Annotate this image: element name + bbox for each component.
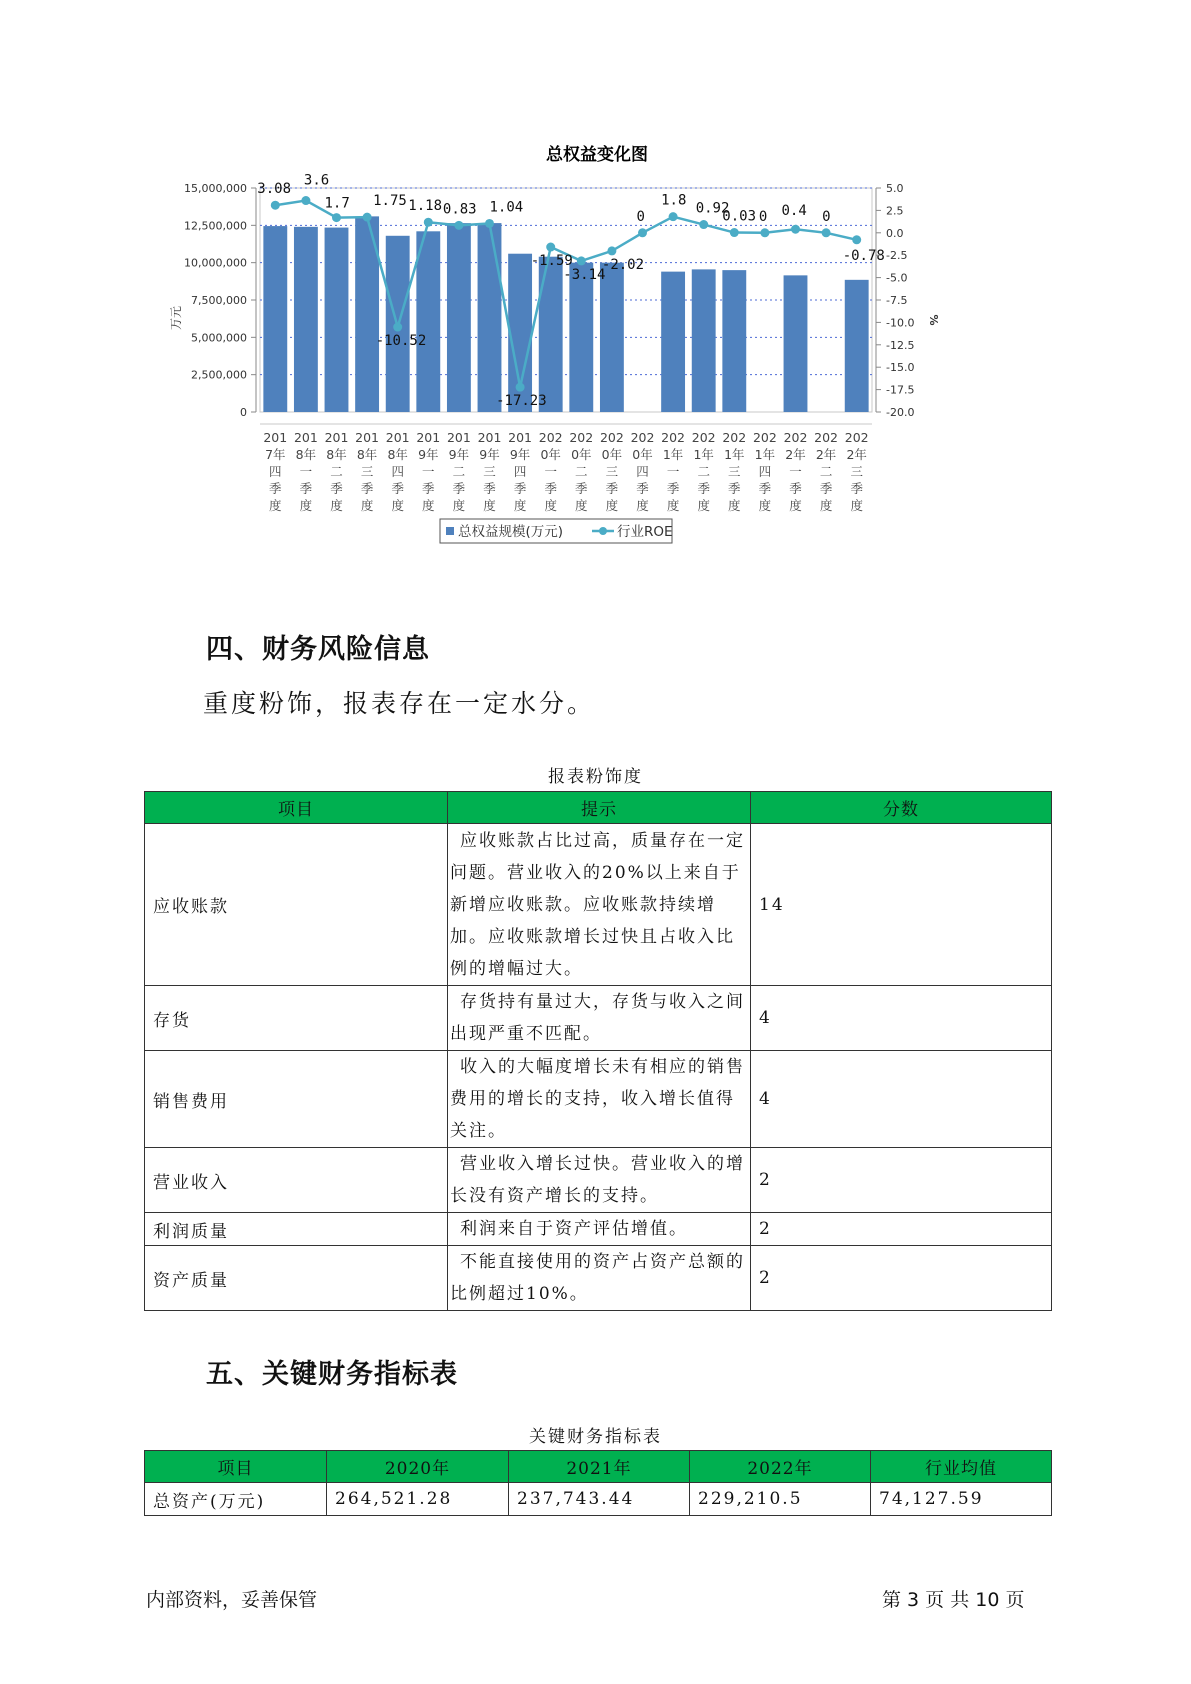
row-item: 总资产(万元) (145, 1483, 327, 1516)
left-axis-tick-label: 2,500,000 (191, 368, 247, 382)
roe-data-label: -3.14 (563, 266, 606, 283)
right-axis-tick-label: -5.0 (886, 271, 908, 285)
roe-point (669, 212, 678, 221)
table-row (145, 1213, 1052, 1246)
x-tick-label: 三 (728, 464, 741, 479)
x-tick-label: 9年 (448, 447, 470, 462)
x-tick-label: 202 (722, 430, 747, 445)
risk-table-header (145, 792, 1052, 824)
right-axis-tick-label: 2.5 (886, 204, 904, 218)
x-tick-label: 二 (330, 464, 343, 479)
roe-data-label: -1.59 (530, 253, 573, 270)
row-item: 利润质量 (145, 1213, 448, 1246)
risk-table-caption: 报表粉饰度 (548, 767, 643, 787)
roe-data-label: -2.02 (601, 256, 645, 273)
row-hint: 应收账款占比过高，质量存在一定问题。营业收入的20%以上来自于新增应收账款。应收账款持续增加。应收账款增长过快且占收入比例的增幅过大。 (448, 824, 751, 986)
row-2020: 264,521.28 (327, 1483, 509, 1516)
right-axis-tick-label: -17.5 (886, 383, 915, 397)
bar (845, 280, 869, 412)
roe-data-label: 1.04 (489, 199, 524, 216)
roe-point (730, 228, 739, 237)
x-tick-label: 二 (575, 464, 588, 479)
row-hint: 收入的大幅度增长未有相应的销售费用的增长的支持，收入增长值得关注。 (448, 1051, 751, 1148)
x-tick-label: 9年 (418, 447, 439, 462)
x-tick-label: 2年 (846, 447, 867, 462)
roe-point (638, 228, 647, 237)
right-axis-tick-label: 5.0 (886, 182, 904, 195)
roe-data-label: 0 (822, 208, 831, 225)
x-tick-label: 201 (508, 430, 533, 445)
bar (722, 270, 746, 412)
x-tick-label: 二 (819, 464, 833, 479)
x-tick-label: 一 (299, 464, 313, 479)
bar (325, 228, 349, 412)
roe-point (271, 201, 280, 210)
x-tick-label: 202 (691, 430, 716, 445)
x-tick-label: 三 (483, 464, 496, 479)
header-item: 项目 (145, 792, 448, 824)
legend-line-label: 行业ROE (617, 524, 673, 540)
table-row (145, 986, 1052, 1051)
x-tick-label: 度 (452, 498, 466, 513)
kpi-table-header (145, 1451, 1052, 1483)
table-row (145, 1051, 1052, 1148)
x-tick-label: 8年 (326, 447, 347, 462)
x-tick-label: 四 (269, 464, 282, 479)
roe-data-label: 0 (636, 208, 645, 225)
x-tick-label: 一 (789, 464, 802, 479)
x-tick-label: 季 (269, 481, 282, 496)
x-tick-label: 季 (391, 481, 404, 496)
x-tick-label: 201 (324, 430, 349, 445)
roe-data-label: 0.83 (442, 201, 477, 218)
header-item: 项目 (145, 1451, 327, 1483)
roe-point (791, 225, 800, 234)
roe-data-label: 1.75 (373, 193, 407, 210)
x-tick-label: 2年 (785, 447, 806, 462)
x-axis-ticks (260, 424, 872, 513)
x-tick-label: 季 (299, 481, 313, 496)
x-tick-label: 季 (422, 481, 435, 496)
table-row (145, 1246, 1052, 1311)
x-tick-label: 度 (269, 498, 282, 513)
row-hint: 不能直接使用的资产占资产总额的比例超过10%。 (448, 1246, 751, 1311)
x-tick-label: 季 (666, 481, 680, 496)
x-tick-label: 8年 (295, 447, 317, 462)
x-tick-label: 一 (544, 464, 557, 479)
bar (294, 227, 318, 412)
row-score: 4 (751, 986, 1052, 1051)
x-tick-label: 202 (630, 430, 655, 445)
x-tick-label: 2年 (815, 447, 837, 462)
x-tick-label: 0年 (632, 447, 653, 462)
x-tick-label: 度 (697, 498, 710, 513)
header-score: 分数 (751, 792, 1052, 824)
x-tick-label: 度 (758, 498, 772, 513)
x-tick-label: 三 (605, 464, 619, 479)
chart-legend (440, 519, 673, 543)
table-row (145, 1483, 1052, 1516)
roe-data-label: 0.92 (695, 200, 730, 217)
row-item: 存货 (145, 986, 448, 1051)
row-score: 2 (751, 1213, 1052, 1246)
x-tick-label: 度 (544, 498, 557, 513)
row-2022: 229,210.5 (690, 1483, 871, 1516)
x-tick-label: 二 (697, 464, 710, 479)
x-tick-label: 季 (728, 481, 741, 496)
left-axis-tick-label: 7,500,000 (191, 294, 247, 307)
x-tick-label: 度 (330, 498, 343, 513)
row-hint: 利润来自于资产评估增值。 (448, 1213, 751, 1246)
x-tick-label: 一 (422, 464, 435, 479)
roe-point (485, 219, 494, 228)
roe-point (393, 323, 402, 332)
header-hint: 提示 (448, 792, 751, 824)
roe-data-label: 0.4 (781, 203, 807, 220)
x-tick-label: 201 (355, 430, 380, 445)
table-row (145, 1148, 1052, 1213)
roe-point (301, 196, 310, 205)
row-item: 营业收入 (145, 1148, 448, 1213)
bar (692, 269, 716, 412)
x-tick-label: 季 (789, 481, 802, 496)
x-tick-label: 度 (299, 498, 313, 513)
roe-point (363, 213, 372, 222)
x-tick-label: 季 (605, 481, 619, 496)
x-tick-label: 四 (391, 464, 404, 479)
roe-point (577, 256, 586, 265)
x-tick-label: 202 (569, 430, 594, 445)
x-tick-label: 季 (513, 481, 527, 496)
x-tick-label: 0年 (571, 447, 592, 462)
x-tick-label: 三 (850, 464, 863, 479)
legend-bar-label: 总权益规模(万元) (458, 524, 564, 540)
x-tick-label: 季 (452, 481, 466, 496)
right-axis-tick-label: -2.5 (886, 249, 908, 263)
roe-data-label: 1.7 (324, 195, 350, 212)
risk-summary: 重度粉饰，报表存在一定水分。 (203, 689, 596, 718)
roe-point (607, 246, 616, 255)
row-score: 2 (751, 1148, 1052, 1213)
x-tick-label: 度 (391, 498, 404, 513)
x-tick-label: 三 (360, 464, 374, 479)
x-tick-label: 一 (666, 464, 680, 479)
roe-data-label: 3.6 (303, 172, 330, 189)
x-tick-label: 201 (477, 430, 502, 445)
header-2021: 2021年 (509, 1451, 690, 1483)
x-tick-label: 8年 (387, 447, 408, 462)
row-score: 4 (751, 1051, 1052, 1148)
x-tick-label: 度 (575, 498, 588, 513)
x-tick-label: 季 (544, 481, 557, 496)
roe-point (822, 228, 831, 237)
x-tick-label: 季 (330, 481, 343, 496)
section5-heading: 五、关键财务指标表 (206, 1359, 458, 1390)
section4-heading: 四、财务风险信息 (206, 634, 430, 665)
x-tick-label: 202 (538, 430, 563, 445)
x-tick-label: 202 (599, 430, 624, 445)
x-tick-label: 0年 (540, 447, 561, 462)
footer-confidential: 内部资料，妥善保管 (146, 1589, 318, 1611)
footer-page-number: 第 3 页 共 10 页 (882, 1589, 1025, 1611)
bar-series (263, 216, 868, 412)
chart-grid (260, 188, 872, 412)
roe-data-label: 0.03 (722, 208, 757, 225)
roe-data-label: 1.8 (661, 192, 687, 209)
x-tick-label: 季 (850, 481, 863, 496)
kpi-table (144, 1450, 1052, 1516)
left-axis-tick-label: 5,000,000 (191, 331, 247, 345)
legend-bar-swatch (446, 527, 454, 535)
x-tick-label: 202 (661, 430, 686, 445)
header-2020: 2020年 (327, 1451, 509, 1483)
header-2022: 2022年 (690, 1451, 871, 1483)
bar (569, 263, 593, 412)
x-tick-label: 季 (758, 481, 772, 496)
x-tick-label: 201 (416, 430, 441, 445)
bar (661, 272, 685, 412)
row-2021: 237,743.44 (509, 1483, 690, 1516)
x-tick-label: 四 (636, 464, 649, 479)
bar (416, 231, 440, 412)
header-industry-avg: 行业均值 (871, 1451, 1052, 1483)
x-tick-label: 8年 (356, 447, 378, 462)
legend-line-marker (599, 527, 607, 535)
x-tick-label: 1年 (724, 447, 745, 462)
x-tick-label: 季 (636, 481, 649, 496)
x-tick-label: 度 (850, 498, 863, 513)
roe-data-label: -0.78 (842, 247, 885, 264)
right-axis-tick-label: -15.0 (886, 361, 915, 375)
roe-data-label: 1.18 (408, 198, 443, 215)
right-axis-tick-label: -10.0 (886, 316, 915, 330)
row-hint: 营业收入增长过快。营业收入的增长没有资产增长的支持。 (448, 1148, 751, 1213)
right-axis-tick-label: 0.0 (886, 226, 904, 240)
left-axis-tick-label: 15,000,000 (184, 182, 247, 195)
kpi-table-caption: 关键财务指标表 (529, 1427, 662, 1447)
row-industry-avg: 74,127.59 (871, 1483, 1052, 1516)
x-tick-label: 季 (697, 481, 710, 496)
x-tick-label: 201 (293, 430, 318, 445)
roe-point (424, 218, 433, 227)
row-score: 2 (751, 1246, 1052, 1311)
x-tick-label: 201 (263, 430, 288, 445)
x-tick-label: 201 (446, 430, 471, 445)
x-tick-label: 四 (758, 464, 772, 479)
x-tick-label: 1年 (754, 447, 776, 462)
roe-point (332, 213, 341, 222)
x-tick-label: 202 (752, 430, 777, 445)
x-tick-label: 四 (513, 464, 527, 479)
roe-data-label: -10.52 (375, 333, 427, 350)
equity-chart (160, 135, 960, 595)
right-axis-label: % (927, 314, 940, 326)
row-item: 销售费用 (145, 1051, 448, 1148)
x-tick-label: 度 (605, 498, 619, 513)
left-axis-tick-label: 0 (240, 406, 247, 419)
left-axis-label: 万元 (169, 305, 183, 331)
x-tick-label: 0年 (601, 447, 623, 462)
row-hint: 存货持有量过大，存货与收入之间出现严重不匹配。 (448, 986, 751, 1051)
x-tick-label: 202 (814, 430, 839, 445)
roe-point (852, 235, 861, 244)
row-item: 应收账款 (145, 824, 448, 986)
roe-point (546, 243, 555, 252)
bar (263, 226, 287, 412)
bar (784, 275, 808, 412)
x-tick-label: 202 (783, 430, 808, 445)
right-axis-tick-label: -20.0 (886, 406, 915, 419)
x-tick-label: 度 (819, 498, 833, 513)
x-tick-label: 1年 (662, 447, 684, 462)
bar (447, 223, 471, 412)
bar (478, 223, 502, 412)
x-tick-label: 9年 (509, 447, 531, 462)
x-tick-label: 1年 (693, 447, 714, 462)
row-score: 14 (751, 824, 1052, 986)
x-tick-label: 度 (789, 498, 802, 513)
x-tick-label: 度 (636, 498, 649, 513)
x-tick-label: 二 (452, 464, 466, 479)
x-tick-label: 9年 (479, 447, 500, 462)
x-tick-label: 季 (819, 481, 833, 496)
bar (600, 263, 624, 412)
roe-data-label: 0 (758, 208, 768, 225)
left-axis-tick-label: 12,500,000 (184, 219, 247, 233)
roe-data-label: 3.08 (257, 181, 292, 198)
roe-data-label: -17.23 (496, 393, 547, 410)
row-item: 资产质量 (145, 1246, 448, 1311)
x-tick-label: 度 (422, 498, 435, 513)
x-tick-label: 202 (844, 430, 869, 445)
roe-point (760, 228, 769, 237)
left-axis-tick-label: 10,000,000 (184, 256, 247, 270)
x-tick-label: 度 (483, 498, 496, 513)
table-row (145, 824, 1052, 986)
x-tick-label: 度 (513, 498, 527, 513)
x-tick-label: 201 (385, 430, 410, 445)
x-tick-label: 7年 (265, 447, 286, 462)
roe-point (454, 221, 463, 230)
x-tick-label: 度 (728, 498, 741, 513)
roe-point (699, 220, 708, 229)
right-axis-tick-label: -7.5 (886, 294, 908, 307)
x-tick-label: 季 (360, 481, 374, 496)
x-tick-label: 度 (666, 498, 680, 513)
roe-point (516, 383, 525, 392)
risk-table (144, 791, 1052, 1311)
x-tick-label: 季 (575, 481, 588, 496)
chart-title: 总权益变化图 (546, 145, 648, 165)
x-tick-label: 季 (483, 481, 496, 496)
right-axis-tick-label: -12.5 (886, 338, 915, 352)
x-tick-label: 度 (360, 498, 374, 513)
